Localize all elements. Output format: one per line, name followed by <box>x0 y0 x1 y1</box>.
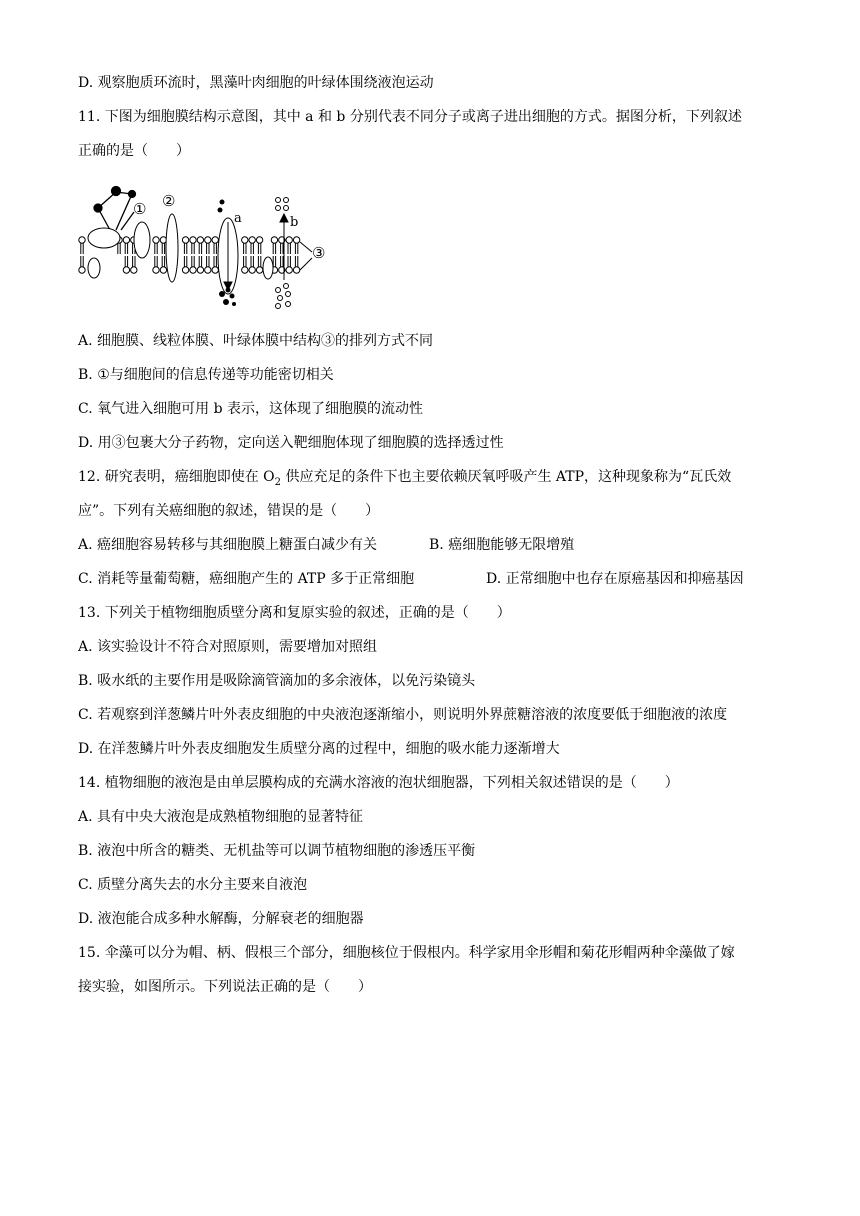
phospholipid-tail <box>133 256 135 267</box>
q14-option-d: D. 液泡能合成多种水解酶，分解衰老的细胞器 <box>78 911 364 927</box>
q14-option-c: C. 质壁分离失去的水分主要来自液泡 <box>78 877 308 893</box>
phospholipid-head <box>256 237 262 243</box>
q11-option-d: D. 用③包裹大分子药物，定向送入靶细胞体现了细胞膜的选择透过性 <box>78 435 504 451</box>
q11-option-b: B. ①与细胞间的信息传递等功能密切相关 <box>78 367 334 383</box>
label-3: ③ <box>312 244 326 262</box>
phospholipid-head <box>242 237 248 243</box>
phospholipid-head <box>212 237 218 243</box>
q13-option-a: A. 该实验设计不符合对照原则，需要增加对照组 <box>78 639 378 655</box>
phospholipid-tail <box>162 256 164 267</box>
q11-option-a: A. 细胞膜、线粒体膜、叶绿体膜中结构③的排列方式不同 <box>78 333 434 349</box>
label-a: a <box>234 211 242 226</box>
q13-option-c: C. 若观察到洋葱鳞片叶外表皮细胞的中央液泡逐渐缩小，则说明外界蔗糖溶液的浓度要低于细胞液的浓度 <box>78 707 728 723</box>
phospholipid-tail <box>192 256 194 267</box>
cell-membrane-diagram <box>76 178 336 316</box>
phospholipid-tail <box>155 243 157 254</box>
phospholipid-tail <box>162 243 164 254</box>
q12-stem-text-a: 12. 研究表明，癌细胞即使在 O <box>78 469 275 485</box>
phospholipid-head <box>160 267 166 273</box>
phospholipid-tail <box>288 256 290 267</box>
q12-option-a: A. 癌细胞容易转移与其细胞膜上糖蛋白减少有关 <box>78 537 378 553</box>
transport-arrow-b <box>280 214 288 280</box>
phospholipid-tail <box>258 256 260 267</box>
phospholipid-tail <box>155 256 157 267</box>
q11-stem-line1: 11. 下图为细胞膜结构示意图，其中 a 和 b 分别代表不同分子或离子进出细胞的方式。据图分析，下列叙述 <box>78 109 742 125</box>
phospholipid-head <box>190 237 196 243</box>
phospholipid-head <box>212 267 218 273</box>
q12-options-row-1 <box>78 535 788 555</box>
phospholipid-tail <box>199 256 201 267</box>
phospholipid-tail <box>251 256 253 267</box>
phospholipid-head <box>249 237 255 243</box>
phospholipid-head <box>123 267 129 273</box>
q15-stem-line1: 15. 伞藻可以分为帽、柄、假根三个部分，细胞核位于假根内。科学家用伞形帽和菊花形帽两种伞藻做了嫁 <box>78 945 735 961</box>
q12-option-d: D. 正常细胞中也存在原癌基因和抑癌基因 <box>486 571 744 587</box>
phospholipid-tail <box>295 256 297 267</box>
q14-stem: 14. 植物细胞的液泡是由单层膜构成的充满水溶液的泡状细胞器，下列相关叙述错误的是（ ） <box>78 775 679 791</box>
phospholipid-tail <box>184 256 186 267</box>
phospholipid-head <box>182 237 188 243</box>
q12-option-c: C. 消耗等量葡萄糖，癌细胞产生的 ATP 多于正常细胞 <box>78 571 415 587</box>
phospholipid-head <box>205 237 211 243</box>
phospholipid-head <box>190 267 196 273</box>
phospholipid-head <box>271 237 277 243</box>
phospholipid-head <box>123 237 129 243</box>
q14-option-b: B. 液泡中所含的糖类、无机盐等可以调节植物细胞的渗透压平衡 <box>78 843 476 859</box>
phospholipid-tail <box>214 243 216 254</box>
phospholipid-head <box>153 237 159 243</box>
q12-stem-line2: 应”。下列有关癌细胞的叙述，错误的是（ ） <box>78 503 380 519</box>
phospholipid-head <box>286 237 292 243</box>
q13-stem: 13. 下列关于植物细胞质壁分离和复原实验的叙述，正确的是（ ） <box>78 605 511 621</box>
lower-protein <box>263 257 273 279</box>
phospholipid-tail <box>295 243 297 254</box>
q12-subscript: 2 <box>274 476 282 488</box>
q13-option-d: D. 在洋葱鳞片叶外表皮细胞发生质壁分离的过程中，细胞的吸水能力逐渐增大 <box>78 741 560 757</box>
phospholipid-tail <box>125 256 127 267</box>
phospholipid-tail <box>288 243 290 254</box>
phospholipid-tail <box>273 256 275 267</box>
q14-option-a: A. 具有中央大液泡是成熟植物细胞的显著特征 <box>78 809 364 825</box>
q12-option-b: B. 癌细胞能够无限增殖 <box>429 537 575 553</box>
phospholipid-tail <box>81 243 83 254</box>
phospholipid-tail <box>273 243 275 254</box>
phospholipid-tail <box>125 243 127 254</box>
q11-stem-line2: 正确的是（ ） <box>78 143 190 159</box>
q13-option-b: B. 吸水纸的主要作用是吸除滴管滴加的多余液体，以免污染镜头 <box>78 673 476 689</box>
label-1: ① <box>133 200 147 218</box>
q15-stem-line2: 接实验，如图所示。下列说法正确的是（ ） <box>78 979 372 995</box>
q12-stem-text-b: 供应充足的条件下也主要依赖厌氧呼吸产生 ATP，这种现象称为“瓦氏效 <box>281 469 732 485</box>
phospholipid-head <box>286 267 292 273</box>
phospholipid-head <box>153 267 159 273</box>
q12-stem-line1 <box>78 467 731 493</box>
phospholipid-tail <box>281 243 283 254</box>
peripheral-protein <box>88 228 120 248</box>
q11-option-c: C. 氧气进入细胞可用 b 表示，这体现了细胞膜的流动性 <box>78 401 423 417</box>
phospholipid-head <box>182 267 188 273</box>
phospholipid-head <box>249 267 255 273</box>
phospholipid-tail <box>244 243 246 254</box>
phospholipid-tail <box>81 256 83 267</box>
phospholipid-head <box>293 237 299 243</box>
phospholipid-head <box>79 237 85 243</box>
phospholipid-tail <box>214 256 216 267</box>
phospholipid-tail <box>207 256 209 267</box>
phospholipid-head <box>197 267 203 273</box>
q10-option-d: D. 观察胞质环流时，黑藻叶肉细胞的叶绿体围绕液泡运动 <box>78 75 434 91</box>
phospholipid-head <box>293 267 299 273</box>
glycoprotein-chain <box>94 187 136 231</box>
phospholipid-head <box>205 267 211 273</box>
lower-small-protein <box>88 258 100 278</box>
phospholipid-tail <box>258 243 260 254</box>
phospholipid-tail <box>207 243 209 254</box>
label-2: ② <box>162 192 176 210</box>
transmembrane-protein <box>166 214 178 282</box>
phospholipid-tail <box>118 243 120 254</box>
phospholipid-head <box>242 267 248 273</box>
phospholipid-head <box>131 267 137 273</box>
phospholipid-tail <box>184 243 186 254</box>
embedded-protein <box>134 222 150 258</box>
phospholipid-tail <box>199 243 201 254</box>
phospholipid-tail <box>251 243 253 254</box>
phospholipid-tail <box>192 243 194 254</box>
phospholipid-head <box>197 237 203 243</box>
label-b: b <box>290 215 299 230</box>
phospholipid-head <box>256 267 262 273</box>
phospholipid-head <box>79 267 85 273</box>
phospholipid-tail <box>281 256 283 267</box>
q12-options-row-2 <box>78 569 788 589</box>
phospholipid-tail <box>244 256 246 267</box>
